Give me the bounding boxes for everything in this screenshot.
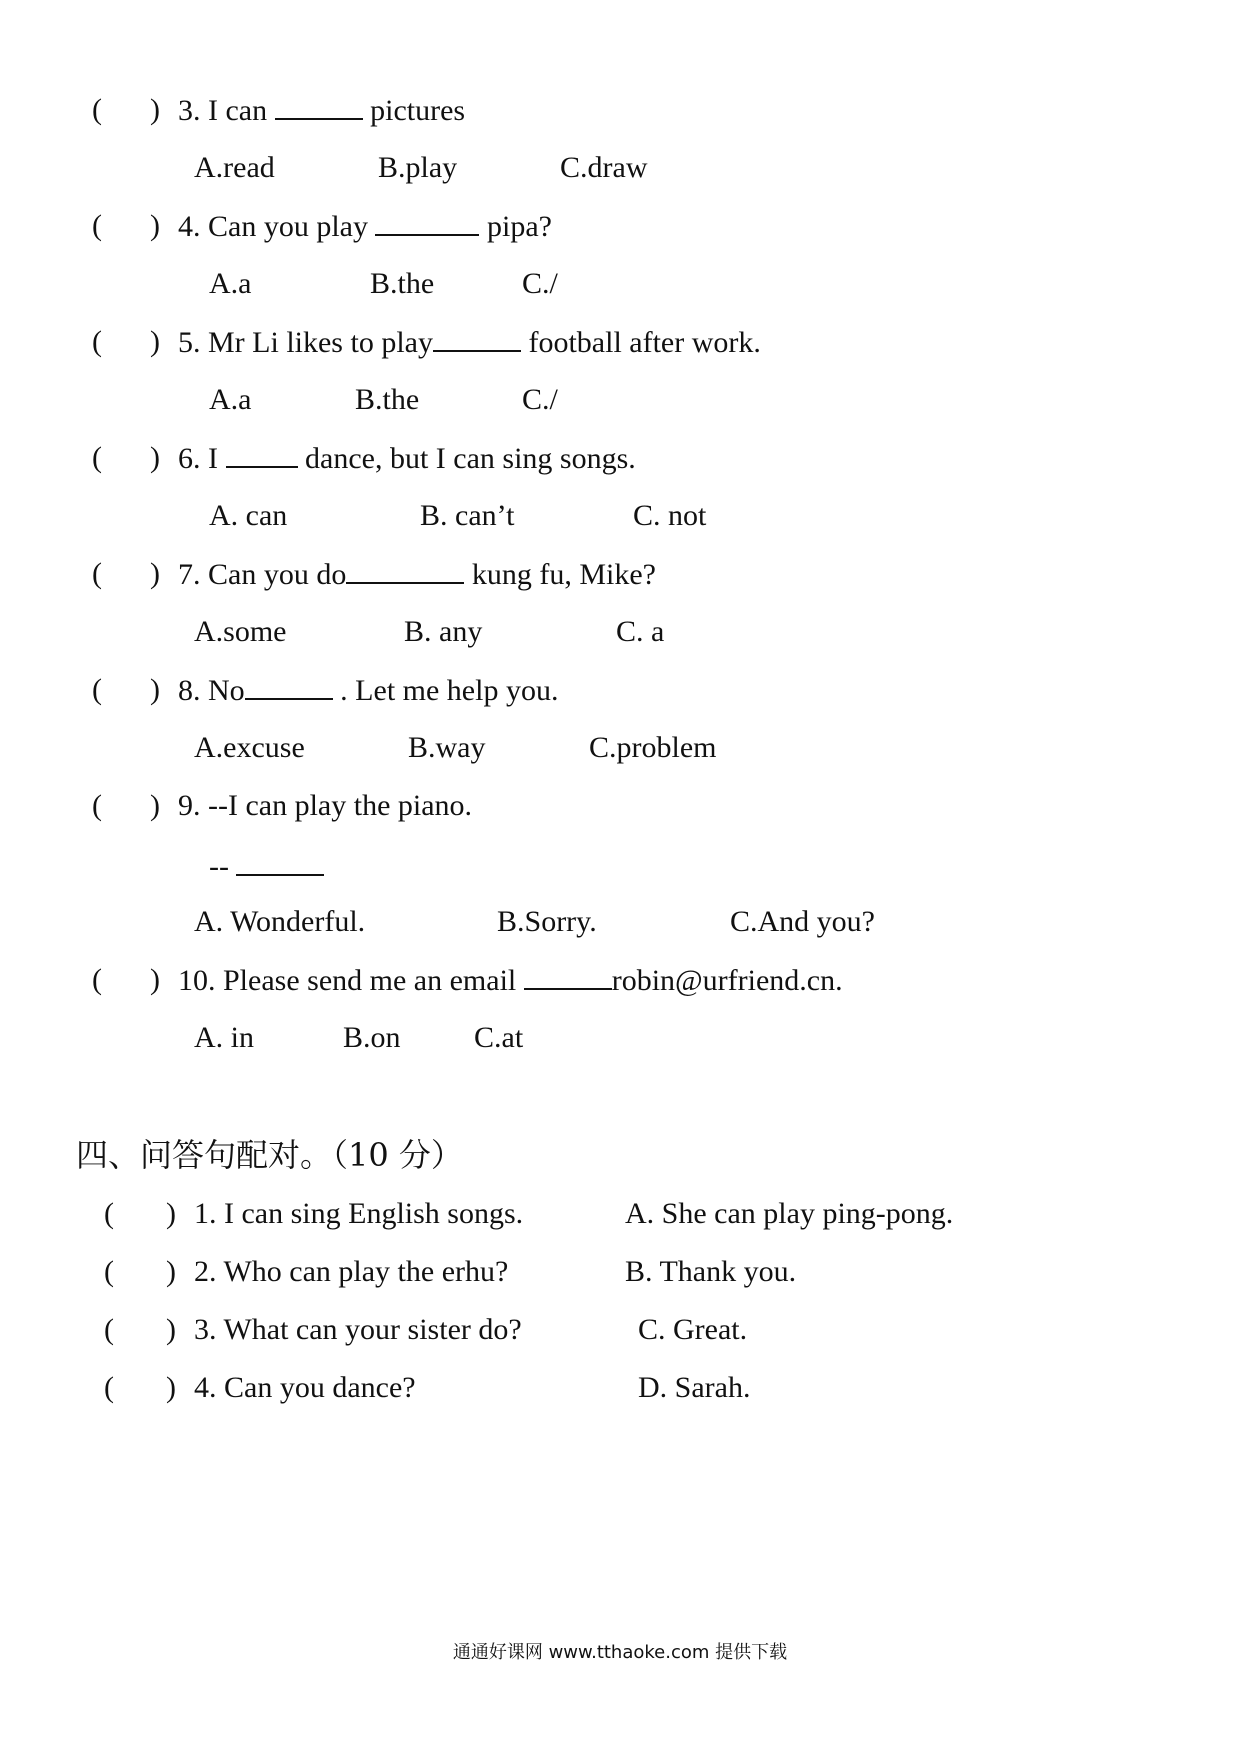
answer-paren-close: ) bbox=[166, 1313, 176, 1346]
answer-blank[interactable] bbox=[236, 848, 324, 876]
answer-paren-close: ) bbox=[150, 209, 160, 242]
section-4-title: 四、问答句配对。（10 分） bbox=[76, 1136, 463, 1174]
option-c: C./ bbox=[522, 267, 558, 300]
answer-blank[interactable] bbox=[245, 672, 333, 700]
option-a: A.a bbox=[209, 383, 252, 416]
option-c: C. a bbox=[616, 615, 665, 648]
answer-blank[interactable] bbox=[375, 208, 479, 236]
match-answer-d: D. Sarah. bbox=[638, 1371, 751, 1404]
option-c: C.And you? bbox=[730, 905, 875, 938]
question-8 bbox=[178, 672, 558, 709]
question-7-post: kung fu, Mike? bbox=[471, 558, 656, 591]
answer-paren-open: ( bbox=[104, 1197, 114, 1230]
match-question-2: 2. Who can play the erhu? bbox=[194, 1255, 509, 1288]
answer-blank[interactable] bbox=[433, 324, 521, 352]
option-b: B.the bbox=[370, 267, 435, 300]
question-7 bbox=[178, 556, 656, 593]
answer-paren-open: ( bbox=[92, 963, 102, 996]
question-3-pre: 3. I can bbox=[178, 94, 268, 127]
option-b: B.way bbox=[408, 731, 486, 764]
question-6 bbox=[178, 440, 636, 477]
answer-blank[interactable] bbox=[346, 556, 464, 584]
question-4 bbox=[178, 208, 552, 245]
question-8-post: . Let me help you. bbox=[340, 674, 559, 707]
question-10 bbox=[178, 962, 843, 999]
question-8-pre: 8. No bbox=[178, 674, 245, 707]
option-b: B. any bbox=[404, 615, 483, 648]
answer-blank[interactable] bbox=[275, 92, 363, 120]
match-question-1: 1. I can sing English songs. bbox=[194, 1197, 524, 1230]
option-c: C./ bbox=[522, 383, 558, 416]
question-3-post: pictures bbox=[370, 94, 466, 127]
option-b: B.on bbox=[343, 1021, 401, 1054]
option-a: A. can bbox=[209, 499, 288, 532]
match-answer-a: A. She can play ping-pong. bbox=[625, 1197, 954, 1230]
answer-paren-close: ) bbox=[150, 673, 160, 706]
answer-blank[interactable] bbox=[524, 962, 612, 990]
answer-paren-open: ( bbox=[104, 1313, 114, 1346]
match-question-4: 4. Can you dance? bbox=[194, 1371, 416, 1404]
answer-paren-close: ) bbox=[150, 441, 160, 474]
answer-blank[interactable] bbox=[226, 440, 298, 468]
answer-paren-open: ( bbox=[92, 209, 102, 242]
option-a: A.excuse bbox=[194, 731, 305, 764]
answer-paren-open: ( bbox=[92, 673, 102, 706]
answer-paren-open: ( bbox=[104, 1371, 114, 1404]
question-4-pre: 4. Can you play bbox=[178, 210, 368, 243]
answer-paren-close: ) bbox=[150, 963, 160, 996]
question-6-post: dance, but I can sing songs. bbox=[305, 442, 636, 475]
answer-paren-close: ) bbox=[150, 325, 160, 358]
answer-paren-open: ( bbox=[92, 789, 102, 822]
option-b: B.Sorry. bbox=[497, 905, 597, 938]
option-b: B. can’t bbox=[420, 499, 515, 532]
answer-paren-close: ) bbox=[166, 1255, 176, 1288]
option-a: A.read bbox=[194, 151, 275, 184]
match-question-3: 3. What can your sister do? bbox=[194, 1313, 522, 1346]
answer-paren-open: ( bbox=[92, 557, 102, 590]
question-4-post: pipa? bbox=[486, 210, 552, 243]
question-5-pre: 5. Mr Li likes to play bbox=[178, 326, 433, 359]
page-footer: 通通好课网 www.tthaoke.com 提供下载 bbox=[452, 1642, 788, 1663]
option-c: C.problem bbox=[589, 731, 717, 764]
question-9-reply bbox=[209, 848, 324, 885]
match-answer-b: B. Thank you. bbox=[625, 1255, 797, 1288]
option-c: C. not bbox=[633, 499, 707, 532]
match-answer-c: C. Great. bbox=[638, 1313, 748, 1346]
option-a: A. Wonderful. bbox=[194, 905, 366, 938]
option-c: C.at bbox=[474, 1021, 524, 1054]
option-b: B.the bbox=[355, 383, 420, 416]
reply-prefix: -- bbox=[209, 850, 229, 883]
answer-paren-close: ) bbox=[166, 1371, 176, 1404]
option-c: C.draw bbox=[560, 151, 648, 184]
option-a: A. in bbox=[194, 1021, 254, 1054]
answer-paren-close: ) bbox=[166, 1197, 176, 1230]
question-10-post: robin@urfriend.cn. bbox=[611, 964, 843, 997]
answer-paren-open: ( bbox=[92, 325, 102, 358]
question-5 bbox=[178, 324, 761, 361]
option-a: A.some bbox=[194, 615, 287, 648]
question-9: 9. --I can play the piano. bbox=[178, 789, 473, 822]
question-10-pre: 10. Please send me an email bbox=[178, 964, 517, 997]
answer-paren-open: ( bbox=[92, 93, 102, 126]
answer-paren-open: ( bbox=[92, 441, 102, 474]
answer-paren-close: ) bbox=[150, 789, 160, 822]
option-a: A.a bbox=[209, 267, 252, 300]
question-7-pre: 7. Can you do bbox=[178, 558, 347, 591]
answer-paren-close: ) bbox=[150, 557, 160, 590]
question-3 bbox=[178, 92, 465, 129]
option-b: B.play bbox=[378, 151, 458, 184]
answer-paren-close: ) bbox=[150, 93, 160, 126]
question-6-pre: 6. I bbox=[178, 442, 218, 475]
answer-paren-open: ( bbox=[104, 1255, 114, 1288]
question-5-post: football after work. bbox=[528, 326, 761, 359]
